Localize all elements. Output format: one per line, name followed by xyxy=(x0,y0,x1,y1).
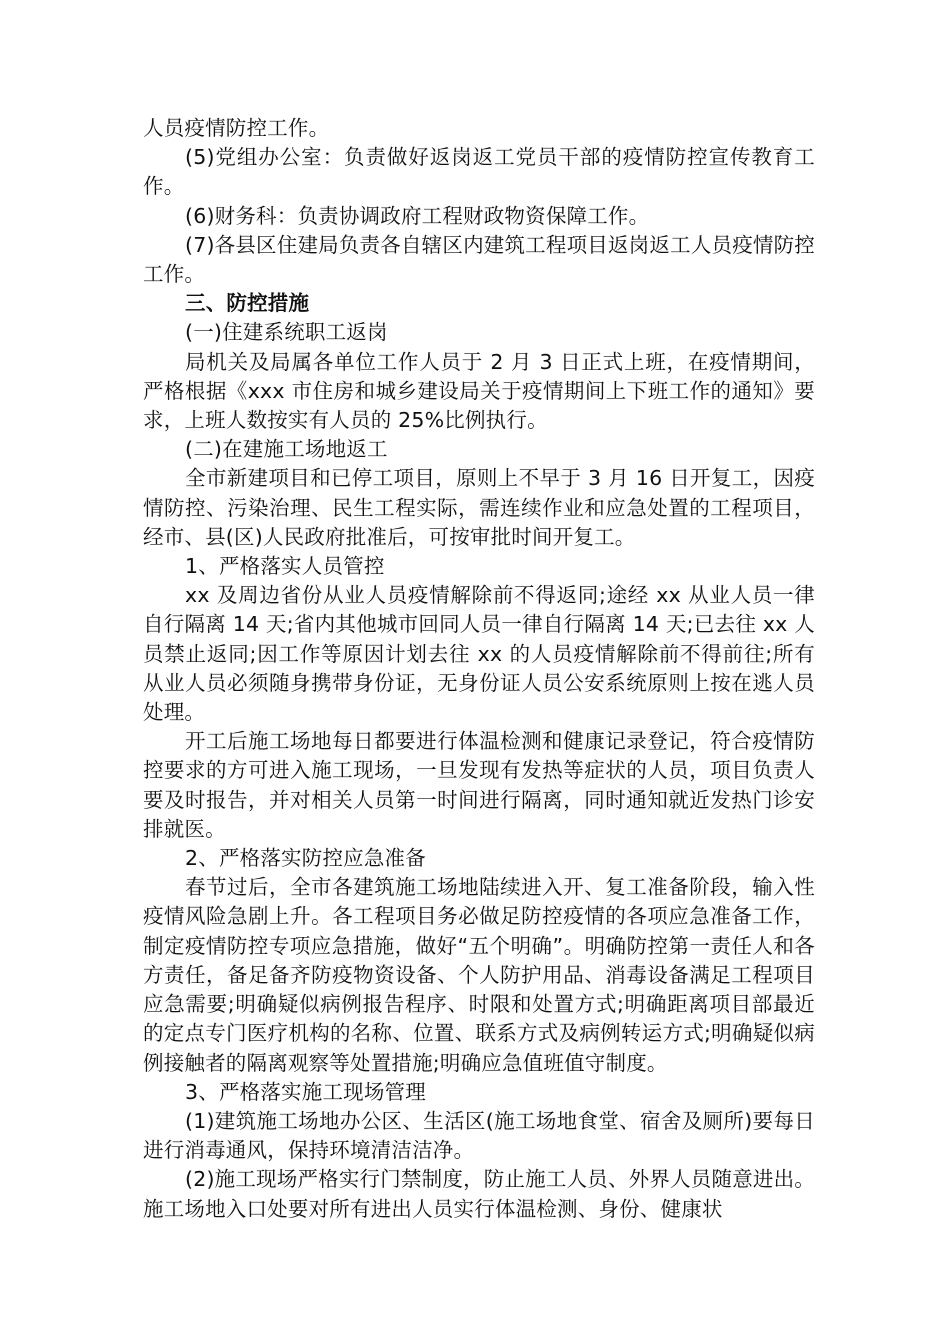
paragraph: (1)建筑施工场地办公区、生活区(施工场地食堂、宿舍及厕所)要每日进行消毒通风，保持环境清洁洁净。 xyxy=(143,1108,815,1163)
document-body xyxy=(143,114,815,1224)
paragraph: 春节过后，全市各建筑施工场地陆续进入开、复工准备阶段，输入性疫情风险急剧上升。各工程项目务必做足防控疫情的各项应急准备工作，制定疫情防控专项应急措施，做好“五个明确”。明确防控第一责任人和各方责任，备足备齐防疫物资设备、个人防护用品、消毒设备满足工程项目应急需要;明确疑似病例报告程序、时限和处置方式;明确距离项目部最近的定点专门医疗机构的名称、位置、联系方式及病例转运方式;明确疑似病例接触者的隔离观察等处置措施;明确应急值班值守制度。 xyxy=(143,875,815,1075)
item-heading: 1、严格落实人员管控 xyxy=(185,554,385,579)
item-heading: 2、严格落实防控应急准备 xyxy=(185,846,426,871)
paragraph: 开工后施工场地每日都要进行体温检测和健康记录登记，符合疫情防控要求的方可进入施工现场，一旦发现有发热等症状的人员，项目负责人要及时报告，并对相关人员第一时间进行隔离，同时通知就近发热门诊安排就医。 xyxy=(143,729,815,841)
paragraph: 全市新建项目和已停工项目，原则上不早于 3 月 16 日开复工，因疫情防控、污染治理、民生工程实际，需连续作业和应急处置的工程项目，经市、县(区)人民政府批准后，可按审批时间开复工。 xyxy=(143,466,815,549)
subsection-heading: (二)在建施工场地返工 xyxy=(185,437,388,462)
paragraph: (6)财务科：负责协调政府工程财政物资保障工作。 xyxy=(185,203,650,228)
item-heading: 3、严格落实施工现场管理 xyxy=(185,1079,426,1104)
paragraph: (5)党组办公室：负责做好返岗返工党员干部的疫情防控宣传教育工作。 xyxy=(143,145,815,199)
paragraph: (7)各县区住建局负责各自辖区内建筑工程项目返岗返工人员疫情防控工作。 xyxy=(143,232,815,287)
paragraph: xx 及周边省份从业人员疫情解除前不得返同;途经 xx 从业人员一律自行隔离 14 天;省内其他城市回同人员一律自行隔离 14 天;已去往 xx 人员禁止返同;因工作等原因计划去往 xx 的人员疫情解除前不得前往;所有从业人员必须随身携带身份证，无身份证人员公安系统原则上按在逃人员处理。 xyxy=(143,583,815,725)
paragraph: 人员疫情防控工作。 xyxy=(143,116,330,140)
section-heading: 三、防控措施 xyxy=(185,291,310,316)
subsection-heading: (一)住建系统职工返岗 xyxy=(185,320,388,345)
paragraph: (2)施工现场严格实行门禁制度，防止施工人员、外界人员随意进出。施工场地入口处要对所有进出人员实行体温检测、身份、健康状 xyxy=(143,1167,815,1221)
paragraph: 局机关及局属各单位工作人员于 2 月 3 日正式上班，在疫情期间，严格根据《xxx 市住房和城乡建设局关于疫情期间上下班工作的通知》要求，上班人数按实有人员的 25%比例执行。 xyxy=(143,349,815,433)
